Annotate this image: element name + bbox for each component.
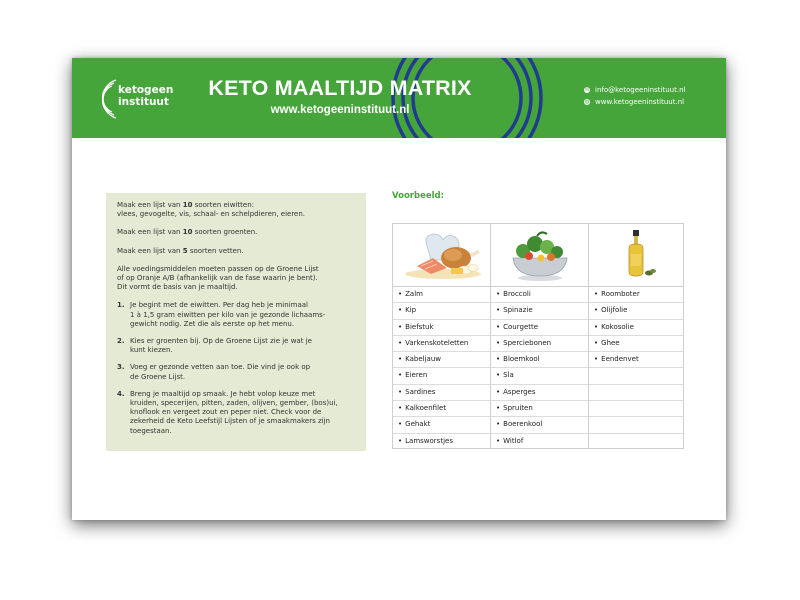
matrix-cell <box>491 401 588 417</box>
matrix-cell <box>589 417 683 433</box>
food-item: Kalkoenfilet <box>405 404 447 413</box>
globe-icon: ◍ <box>584 99 590 105</box>
instructions-steps <box>117 301 356 435</box>
matrix-cell <box>491 434 588 450</box>
email-icon: ✉ <box>584 87 590 93</box>
food-item: Zalm <box>405 290 423 298</box>
food-item: Biefstuk <box>405 322 434 331</box>
bullet: • <box>398 290 403 298</box>
bullet: • <box>496 436 501 445</box>
bullet: • <box>398 404 403 413</box>
brand-logo[interactable] <box>102 74 182 124</box>
food-item: Broccoli <box>503 290 531 298</box>
food-item: Kip <box>405 306 417 315</box>
step-number: 3. <box>117 363 125 372</box>
food-item: Spinazie <box>503 306 533 315</box>
food-item: Eieren <box>405 371 428 380</box>
food-item: Witlof <box>503 436 524 445</box>
bullet: • <box>496 371 501 380</box>
instructions-paragraphs <box>117 201 356 292</box>
instruction-count: 10 <box>182 201 193 209</box>
matrix-cell <box>491 352 588 368</box>
matrix-cell <box>393 368 490 384</box>
instruction-paragraph: Maak een lijst van 5 soorten vetten. <box>117 246 244 255</box>
matrix-cell <box>589 352 683 368</box>
meal-matrix-table <box>392 223 684 449</box>
matrix-cell <box>393 303 490 319</box>
matrix-cell <box>393 287 490 303</box>
matrix-cell <box>589 434 683 450</box>
matrix-cell <box>393 320 490 336</box>
food-item: Ghee <box>601 338 620 347</box>
matrix-cell <box>589 368 683 384</box>
bullet: • <box>398 436 403 445</box>
food-item: Eendenvet <box>601 355 639 364</box>
bullet: • <box>594 338 599 347</box>
page-title: KETO MAALTIJD MATRIX <box>208 76 472 100</box>
matrix-column <box>589 224 683 448</box>
contact-web[interactable] <box>584 98 684 106</box>
matrix-cell <box>393 401 490 417</box>
bullet: • <box>496 306 501 315</box>
bullet: • <box>496 290 501 298</box>
matrix-cell <box>491 287 588 303</box>
matrix-cell <box>491 385 588 401</box>
step-number: 2. <box>117 337 125 346</box>
bullet: • <box>594 306 599 315</box>
matrix-cell <box>491 320 588 336</box>
food-item: Varkenskoteletten <box>405 338 469 347</box>
bullet: • <box>398 355 403 364</box>
matrix-cell <box>491 303 588 319</box>
step-number: 1. <box>117 301 125 310</box>
matrix-cell <box>589 336 683 352</box>
bullet: • <box>496 404 501 413</box>
matrix-column <box>491 224 589 448</box>
step-text: Je begint met de eiwitten. Per dag heb je minimaal 1 à 1,5 gram eiwitten per kilo van je gezonde lichaams- gewicht nodig. Zet die als eerste op het menu. <box>130 301 326 328</box>
step-text: Voeg er gezonde vetten aan toe. Die vind je ook op de Groene Lijst. <box>130 363 311 381</box>
contact-web-text: www.ketogeeninstituut.nl <box>595 98 685 106</box>
instruction-paragraph: Alle voedingsmiddelen moeten passen op de Groene Lijst of op Oranje A/B (afhankelijk van de fase waarin je bent). Dit vormt de basis van je maaltijd. <box>117 264 319 292</box>
instruction-step <box>117 337 356 355</box>
contact-email-text: info@ketogeeninstituut.nl <box>595 86 686 94</box>
keto-matrix-sheet <box>72 58 726 520</box>
matrix-cell <box>589 401 683 417</box>
bullet: • <box>398 306 403 315</box>
instruction-step <box>117 301 356 329</box>
food-item: Lamsworstjes <box>405 436 453 445</box>
matrix-cell <box>491 368 588 384</box>
matrix-cell <box>393 352 490 368</box>
step-text: Kies er groenten bij. Op de Groene Lijst zie je wat je kunt kiezen. <box>130 337 312 355</box>
food-item: Gehakt <box>405 420 431 429</box>
matrix-cell <box>589 385 683 401</box>
brand-name-line2: instituut <box>118 96 169 108</box>
bullet: • <box>594 355 599 364</box>
bullet: • <box>496 420 501 429</box>
food-item: Spruiten <box>503 404 533 413</box>
instruction-count: 10 <box>182 228 193 237</box>
food-item: Sardines <box>405 387 436 396</box>
food-item: Kabeljauw <box>405 355 441 364</box>
matrix-cell <box>589 303 683 319</box>
matrix-cell <box>393 417 490 433</box>
header-website[interactable]: www.ketogeeninstituut.nl <box>270 104 410 116</box>
step-text: Breng je maaltijd op smaak. Je hebt volop keuze met kruiden, specerijen, pitten, zaden, olijven, gember, (bos)ui, knoflook en vergeet zout en peper niet. Check voor de zekerheid de Keto Leefstijl Lijsten of je smaakmakers zijn toegestaan. <box>130 389 338 435</box>
matrix-cell <box>491 336 588 352</box>
bullet: • <box>398 322 403 331</box>
bullet: • <box>398 420 403 429</box>
protein-illustration <box>393 224 490 287</box>
olive-oil-illustration <box>589 224 683 287</box>
brand-name-line1: ketogeen <box>118 84 174 96</box>
bullet: • <box>496 355 501 364</box>
instruction-paragraph: Maak een lijst van 10 soorten eiwitten: vlees, gevogelte, vis, schaal- en schelpdieren, eieren. <box>117 201 306 219</box>
instruction-step <box>117 390 356 436</box>
bullet: • <box>398 371 403 380</box>
instructions-panel <box>106 193 366 451</box>
food-item: Sla <box>503 371 514 380</box>
food-item: Asperges <box>503 387 536 396</box>
food-item: Bloemkool <box>503 355 540 364</box>
bullet: • <box>594 322 599 331</box>
bullet: • <box>496 387 501 396</box>
food-item: Boerenkool <box>503 420 543 429</box>
instruction-paragraph: Maak een lijst van 10 soorten groenten. <box>117 228 258 237</box>
matrix-cell <box>393 385 490 401</box>
matrix-column <box>393 224 491 448</box>
food-item: Courgette <box>503 322 539 331</box>
matrix-cell <box>589 287 683 303</box>
matrix-cell <box>491 417 588 433</box>
bullet: • <box>496 338 501 347</box>
food-item: Kokosolie <box>601 322 634 331</box>
matrix-cell <box>589 320 683 336</box>
step-number: 4. <box>117 389 125 398</box>
contact-email[interactable] <box>584 86 685 94</box>
instruction-step <box>117 363 356 381</box>
matrix-cell <box>393 434 490 450</box>
bullet: • <box>398 387 403 396</box>
vegetable-bowl-illustration <box>491 224 588 287</box>
instruction-count: 5 <box>182 246 188 255</box>
bullet: • <box>398 338 403 347</box>
bullet: • <box>594 290 599 298</box>
example-label: Voorbeeld: <box>392 191 444 201</box>
food-item: Roomboter <box>601 290 640 298</box>
header-banner <box>72 58 726 138</box>
food-item: Olijfolie <box>601 306 628 315</box>
matrix-cell <box>393 336 490 352</box>
food-item: Sperciebonen <box>503 338 552 347</box>
bullet: • <box>496 322 501 331</box>
